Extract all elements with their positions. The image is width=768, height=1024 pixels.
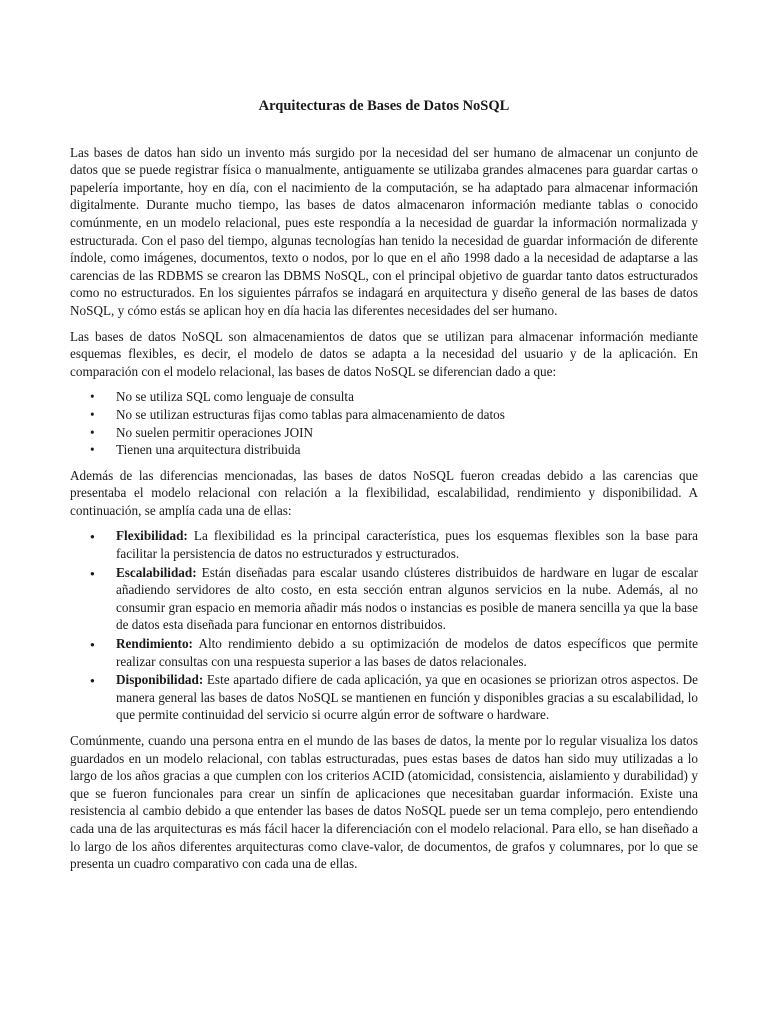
paragraph-shortcomings: Además de las diferencias mencionadas, las bases de datos NoSQL fueron creadas debido a las carencias que presentaba el modelo relacional con relación a la flexibilidad, escalabilidad, rendimiento y disponibilidad. A continuación, se amplía cada una de ellas: xyxy=(70,467,698,518)
list-item-escalabilidad xyxy=(70,564,698,634)
term-label: Rendimiento: xyxy=(116,636,193,652)
paragraph-conclusion: Comúnmente, cuando una persona entra en el mundo de las bases de datos, la mente por lo regular visualiza los datos guardados en un modelo relacional, con tablas estructuradas, pues estas bases de datos han sido muy utilizadas a lo largo de los años gracias a que cumplen con los criterios ACID (atomicidad, consistencia, aislamiento y durabilidad) y que se fueron funcionales para crear un sinfín de aplicaciones que necesitaban guardar información. Existe una resistencia al cambio debido a que entender las bases de datos NoSQL puede ser un tema complejo, pero entendiendo cada una de las arquitecturas es más fácil hacer la diferenciación con el modelo relacional. Para ello, se han diseñado a lo largo de los años diferentes arquitecturas como clave-valor, de documentos, de grafos y columnares, por lo que se presenta un cuadro comparativo con cada una de ellas. xyxy=(70,733,698,872)
term-description: La flexibilidad es la principal característica, pues los esquemas flexibles son la base para facilitar la persistencia de datos no estructurados y estructurados. xyxy=(116,528,698,562)
differences-list xyxy=(70,388,698,458)
term-label: Flexibilidad: xyxy=(116,528,188,544)
term-description: Este apartado difiere de cada aplicación, ya que en ocasiones se priorizan otros aspectos. De manera general las bases de datos NoSQL se mantienen en función y disponibles gracias a su escalabilidad, lo que permite continuidad del servicio si ocurre algún error de software o hardware. xyxy=(116,672,698,723)
list-item-disponibilidad xyxy=(70,671,698,724)
paragraph-nosql-definition: Las bases de datos NoSQL son almacenamientos de datos que se utilizan para almacenar información mediante esquemas flexibles, es decir, el modelo de datos se adapta a la necesidad del usuario y de la aplicación. En comparación con el modelo relacional, las bases de datos NoSQL se diferencian dado a que: xyxy=(70,328,698,379)
paragraph-intro: Las bases de datos han sido un invento más surgido por la necesidad del ser humano de almacenar un conjunto de datos que se puede registrar física o manualmente, antiguamente se utilizaba grandes almacenes para guardar cartas o papelería importante, hoy en día, con el nacimiento de la computación, se ha adaptado para almacenar información digitalmente. Durante mucho tiempo, las bases de datos almacenaron información mediante tablas o conocido comúnmente, en un modelo relacional, pues este respondía a la necesidad de guardar la información normalizada y estructurada. Con el paso del tiempo, algunas tecnologías han tenido la necesidad de guardar información de diferente índole, como imágenes, documentos, texto o nodos, por lo que en el año 1998 dado a la necesidad de adaptarse a las carencias de las RDBMS se crearon las DBMS NoSQL, con el principal objetivo de guardar tanto datos estructurados como no estructurados. En los siguientes párrafos se indagará en arquitectura y diseño general de las bases de datos NoSQL, y cómo estás se aplican hoy en día hacia las diferentes necesidades del ser humano. xyxy=(70,144,698,318)
term-description: Están diseñadas para escalar usando clústeres distribuidos de hardware en lugar de escalar añadiendo servidores de alto costo, en esta sección entran algunos servicios en la nube. Además, al no consumir gran espacio en memoria añadir más nodos o instancias es posible de manera sencilla ya que la base de datos esta diseñada para funcionar en entornos distribuidos. xyxy=(116,564,698,633)
list-item: • No suelen permitir operaciones JOIN xyxy=(70,424,698,442)
list-item: • No se utilizan estructuras fijas como tablas para almacenamiento de datos xyxy=(70,406,698,424)
list-item: • Tienen una arquitectura distribuida xyxy=(70,441,698,459)
document-page xyxy=(70,98,698,881)
document-title: Arquitecturas de Bases de Datos NoSQL xyxy=(258,98,510,114)
characteristics-list xyxy=(70,527,698,724)
list-item-flexibilidad xyxy=(70,527,698,562)
term-description: Alto rendimiento debido a su optimización de modelos de datos específicos que permite realizar consultas con una respuesta superior a las bases de datos relacionales. xyxy=(116,636,698,669)
term-label: Escalabilidad: xyxy=(116,564,197,580)
term-label: Disponibilidad: xyxy=(116,672,204,688)
list-item: • No se utiliza SQL como lenguaje de consulta xyxy=(70,388,698,406)
list-item-rendimiento xyxy=(70,635,698,670)
